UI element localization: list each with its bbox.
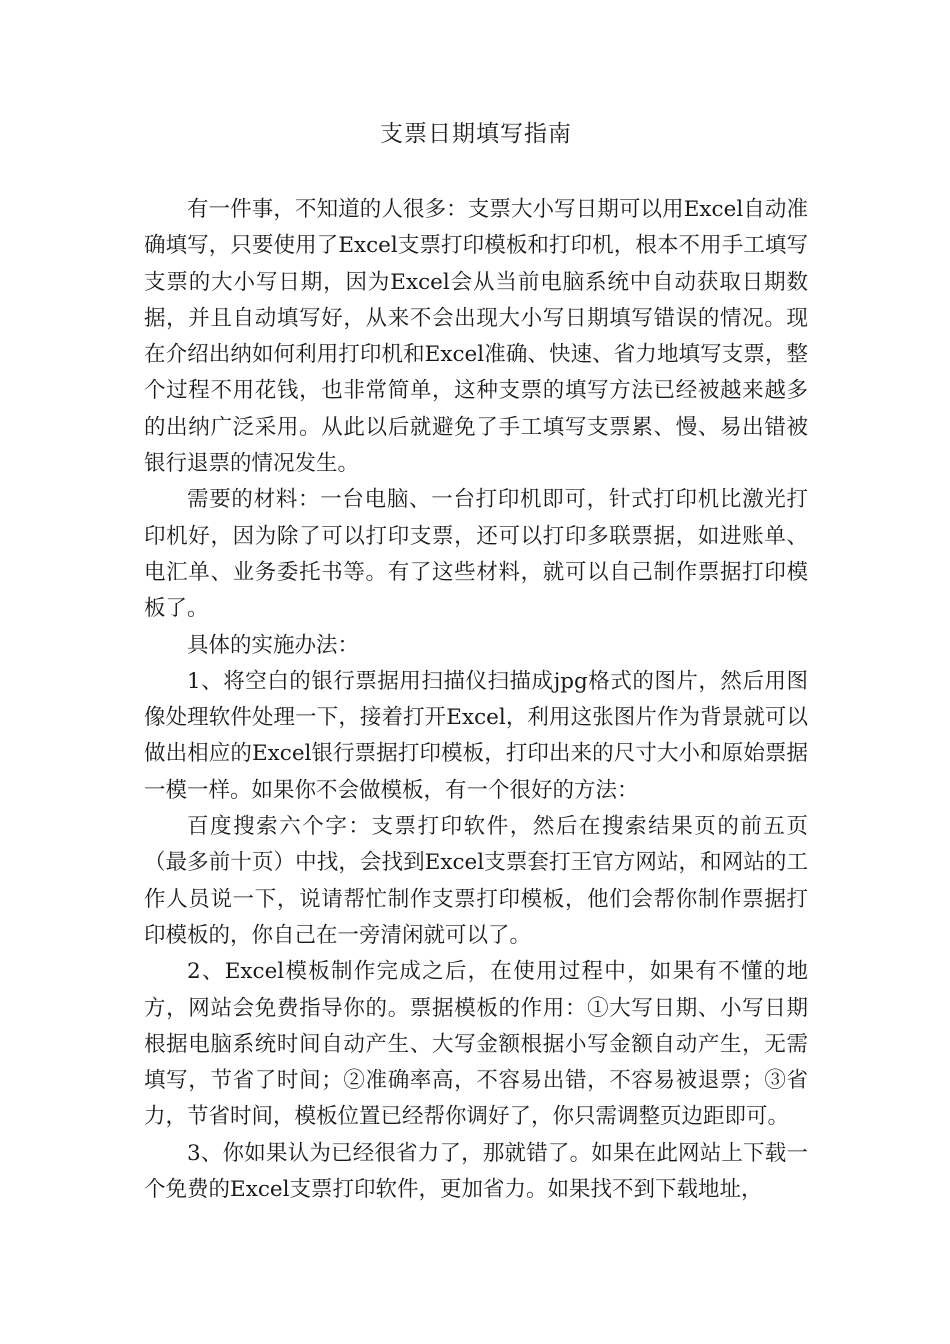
paragraph-step-2: 2、Excel模板制作完成之后，在使用过程中，如果有不懂的地方，网站会免费指导你的。票据模板的作用：①大写日期、小写日期根据电脑系统时间自动产生、大写金额根据小写金额自动产生，无需填写，节省了时间；②准确率高，不容易出错，不容易被退票；③省力，节省时间，模板位置已经帮你调好了，你只需调整页边距即可。 <box>144 959 808 1130</box>
paragraph-step-1: 1、将空白的银行票据用扫描仪扫描成jpg格式的图片，然后用图像处理软件处理一下，接着打开Excel，利用这张图片作为背景就可以做出相应的Excel银行票据打印模板，打印出来的尺寸大小和原始票据一模一样。如果你不会做模板，有一个很好的方法： <box>144 668 808 803</box>
paragraph-intro: 有一件事，不知道的人很多：支票大小写日期可以用Excel自动准确填写，只要使用了Excel支票打印模板和打印机，根本不用手工填写支票的大小写日期，因为Excel会从当前电脑系统中自动获取日期数据，并且自动填写好，从来不会出现大小写日期填写错误的情况。现在介绍出纳如何利用打印机和Excel准确、快速、省力地填写支票，整个过程不用花钱，也非常简单，这种支票的填写方法已经被越来越多的出纳广泛采用。从此以后就避免了手工填写支票累、慢、易出错被银行退票的情况发生。 <box>144 197 808 477</box>
paragraph-method-heading: 具体的实施办法： <box>187 632 360 658</box>
paragraph-baidu-search: 百度搜索六个字：支票打印软件，然后在搜索结果页的前五页（最多前十页）中找，会找到Excel支票套打王官方网站，和网站的工作人员说一下，说请帮忙制作支票打印模板，他们会帮你制作票据打印模板的，你自己在一旁清闲就可以了。 <box>144 814 808 948</box>
document-title: 支票日期填写指南 <box>380 121 572 147</box>
paragraph-step-3: 3、你如果认为已经很省力了，那就错了。如果在此网站上下载一个免费的Excel支票打印软件，更加省力。如果找不到下载地址， <box>144 1140 808 1203</box>
paragraph-materials: 需要的材料：一台电脑、一台打印机即可，针式打印机比激光打印机好，因为除了可以打印支票，还可以打印多联票据，如进账单、电汇单、业务委托书等。有了这些材料，就可以自己制作票据打印模板了。 <box>144 487 808 622</box>
